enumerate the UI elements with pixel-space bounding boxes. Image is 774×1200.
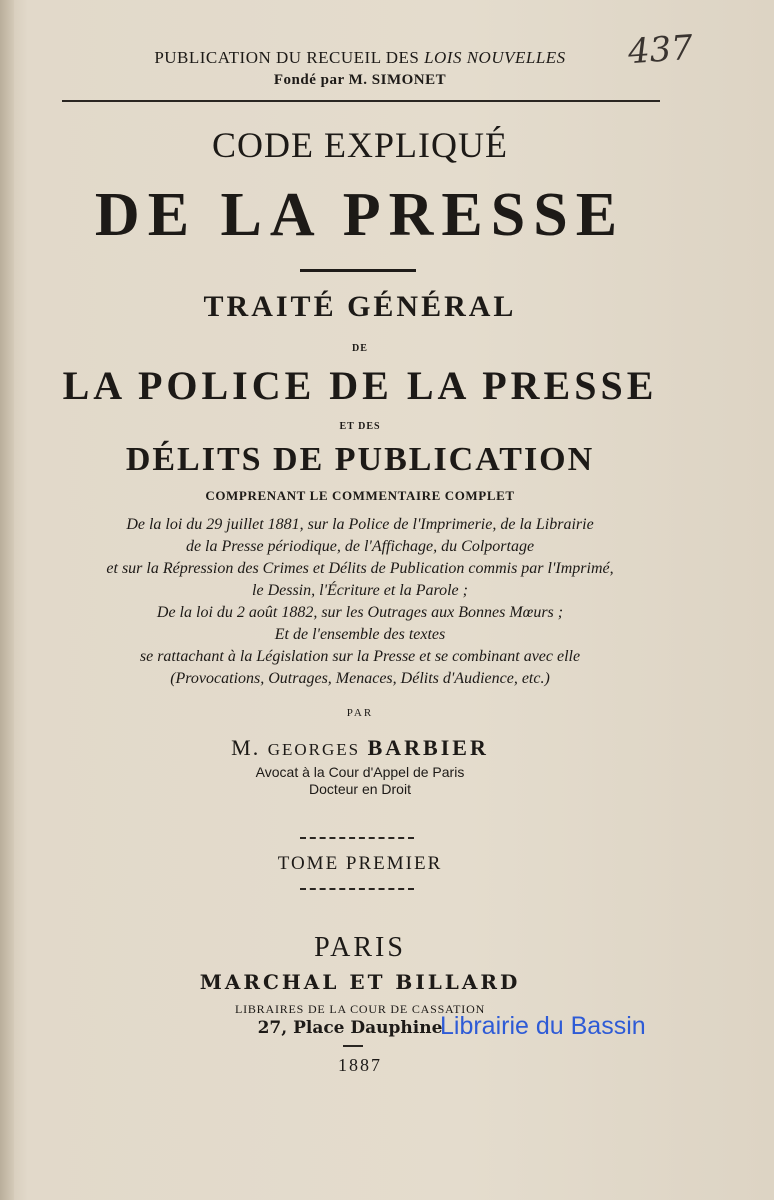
subtitle-connector-et-des: ET DES <box>339 421 381 432</box>
author-position-1: Avocat à la Cour d'Appel de Paris <box>255 764 465 780</box>
description-line: se rattachant à la Législation sur la Presse et se combinant avec elle <box>139 648 581 665</box>
title-rule <box>300 269 416 272</box>
description-line: (Provocations, Outrages, Menaces, Délits d'Audience, etc.) <box>170 670 550 687</box>
subtitle-line-3: DÉLITS DE PUBLICATION <box>125 441 595 478</box>
description-block <box>0 514 720 690</box>
imprint-libraires: LIBRAIRES DE LA COUR DE CASSATION <box>234 1002 486 1016</box>
volume-label: TOME PREMIER <box>277 853 443 874</box>
author-position-2: Docteur en Droit <box>309 781 411 797</box>
author-first-name: GEORGES <box>267 740 361 759</box>
founder-line: Fondé par M. SIMONET <box>273 72 447 88</box>
imprint-city: PARIS <box>314 932 406 963</box>
description-line: De la loi du 2 août 1882, sur les Outrages aux Bonnes Mœurs ; <box>156 604 564 621</box>
description-line: et sur la Répression des Crimes et Délits de Publication commis par l'Imprimé, <box>106 560 614 577</box>
description-line: de la Presse périodique, de l'Affichage, du Colportage <box>185 538 535 555</box>
year-rule <box>343 1045 363 1047</box>
subtitle-line-1: TRAITÉ GÉNÉRAL <box>203 290 517 323</box>
title-line-1: CODE EXPLIQUÉ <box>212 125 508 165</box>
volume-rule-top <box>300 837 414 839</box>
author-prefix: M. <box>231 735 268 760</box>
series-line <box>0 48 720 68</box>
description-line: De la loi du 29 juillet 1881, sur la Police de l'Imprimerie, de la Librairie <box>126 516 594 533</box>
imprint-year: 1887 <box>338 1055 382 1075</box>
title-line-2: DE LA PRESSE <box>94 181 626 249</box>
author-last-name: BARBIER <box>367 735 489 760</box>
subtitle-connector-de: DE <box>352 343 368 354</box>
description-line: le Dessin, l'Écriture et la Parole ; <box>252 582 468 599</box>
top-rule <box>62 100 660 102</box>
watermark-text: Librairie du Bassin <box>440 1012 646 1040</box>
handwritten-note: 437 <box>626 27 695 73</box>
description-line: Et de l'ensemble des textes <box>274 626 446 643</box>
author-name <box>0 735 720 761</box>
subtitle-line-4: COMPRENANT LE COMMENTAIRE COMPLET <box>205 488 515 503</box>
imprint-publisher: MARCHAL ET BILLARD <box>199 970 521 994</box>
par-label: PAR <box>346 707 374 719</box>
volume-rule-bottom <box>300 888 414 890</box>
imprint-address: 27, Place Dauphine <box>257 1018 443 1038</box>
series-prefix: PUBLICATION DU RECUEIL DES <box>154 48 425 67</box>
subtitle-line-2: LA POLICE DE LA PRESSE <box>62 363 658 408</box>
series-italic: LOIS NOUVELLES <box>424 48 566 67</box>
